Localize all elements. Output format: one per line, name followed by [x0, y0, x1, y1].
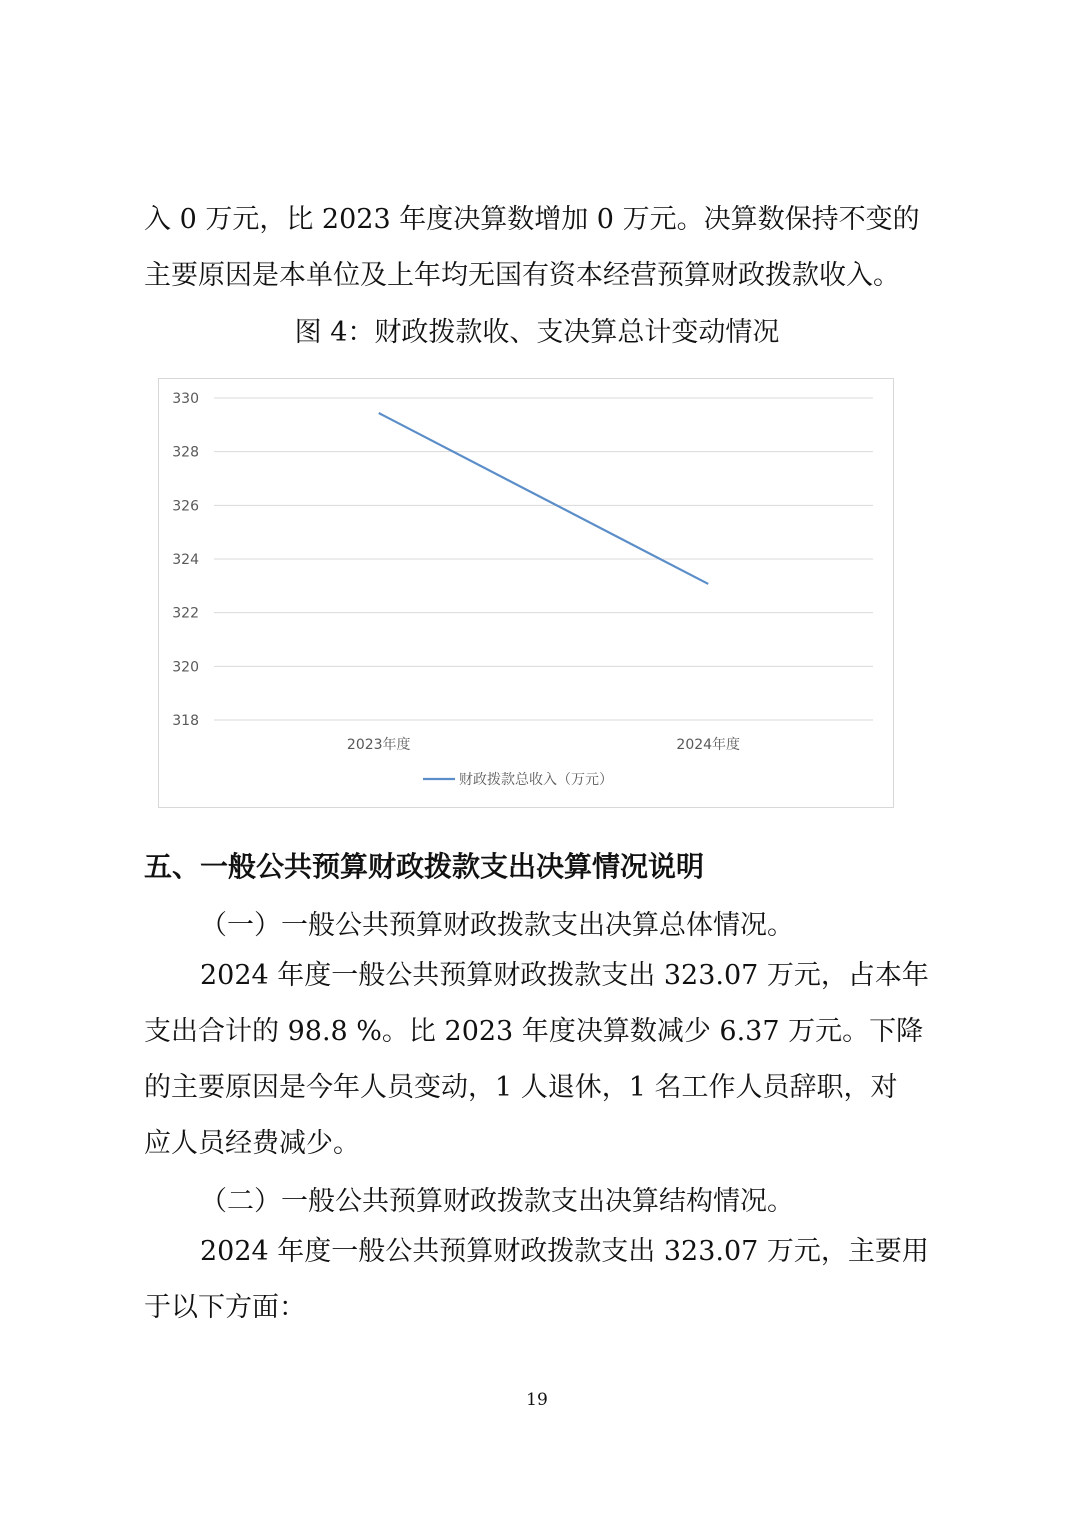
chart-svg: [159, 379, 893, 807]
body-text-line: 入 0 万元，比 2023 年度决算数增加 0 万元。决算数保持不变的: [144, 204, 920, 235]
y-tick-label: 318: [172, 713, 199, 729]
y-tick-label: 322: [172, 605, 199, 622]
body-text-line: 主要原因是本单位及上年均无国有资本经营预算财政拨款收入。: [144, 260, 900, 291]
line-chart: [158, 378, 894, 808]
legend-label: 财政拨款总收入（万元）: [459, 772, 613, 788]
subsection-title: （二）一般公共预算财政拨款支出决算结构情况。: [200, 1186, 794, 1217]
body-text-line: 于以下方面：: [144, 1292, 306, 1323]
x-tick-label: 2024年度: [676, 737, 741, 753]
body-text-line: 2024 年度一般公共预算财政拨款支出 323.07 万元，占本年: [200, 960, 929, 991]
y-tick-label: 320: [172, 659, 199, 676]
subsection-title: （一）一般公共预算财政拨款支出决算总体情况。: [200, 910, 794, 941]
y-tick-label: 330: [172, 391, 199, 407]
y-tick-label: 324: [172, 552, 199, 568]
series-line: [379, 413, 709, 584]
body-text-line: 2024 年度一般公共预算财政拨款支出 323.07 万元，主要用: [200, 1236, 929, 1267]
x-tick-label: 2023年度: [346, 737, 411, 753]
y-tick-label: 328: [172, 444, 199, 461]
figure-caption: 图 4：财政拨款收、支决算总计变动情况: [294, 317, 780, 348]
body-text-line: 支出合计的 98.8 %。比 2023 年度决算数减少 6.37 万元。下降: [144, 1016, 924, 1047]
section-heading: 五、一般公共预算财政拨款支出决算情况说明: [144, 850, 705, 883]
page-number: 19: [526, 1390, 548, 1410]
body-text-line: 应人员经费减少。: [144, 1128, 360, 1159]
body-text-line: 的主要原因是今年人员变动，1 人退休，1 名工作人员辞职，对: [144, 1072, 898, 1103]
y-tick-label: 326: [172, 498, 199, 515]
